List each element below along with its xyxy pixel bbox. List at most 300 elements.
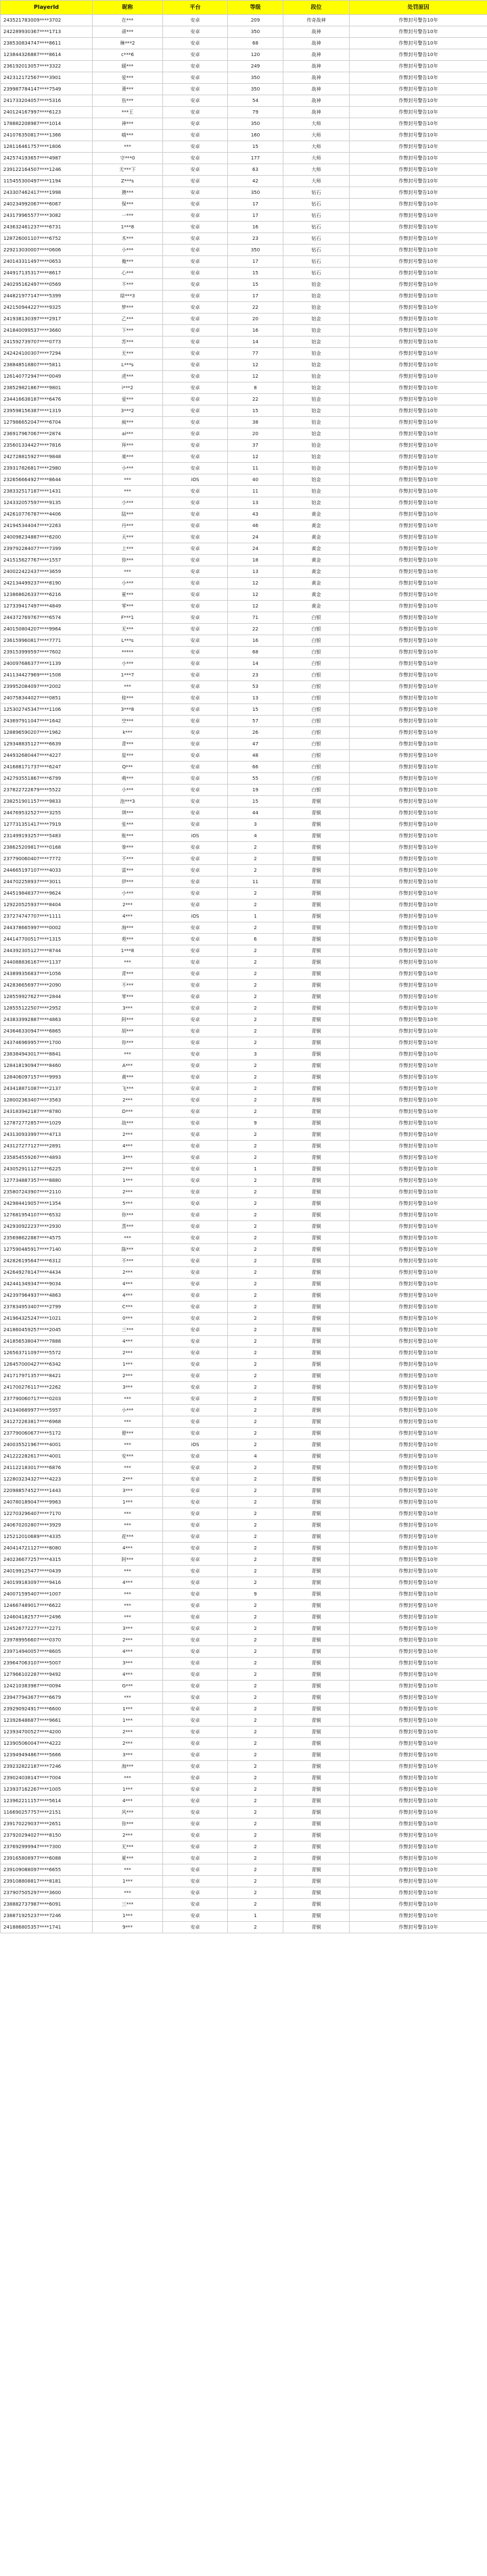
cell-player-id: 126457000427****6342 (1, 1359, 93, 1370)
cell-nickname: 阿*** (93, 1014, 163, 1026)
cell-platform: 安卓 (163, 1841, 228, 1853)
cell-level: 2 (228, 1267, 283, 1279)
header-row (1, 1, 487, 15)
cell-level: 2 (228, 1244, 283, 1256)
cell-player-id: 244917135317****8617 (1, 268, 93, 279)
cell-player-id: 124526772277****2271 (1, 1623, 93, 1635)
cell-rank: 大师 (283, 164, 350, 176)
cell-platform: 安卓 (163, 842, 228, 853)
cell-rank: 铂金 (283, 348, 350, 360)
cell-penalty-reason: 作弊封号警告10年 (350, 1807, 487, 1818)
cell-platform: 安卓 (163, 486, 228, 497)
table-row (1, 842, 487, 853)
cell-nickname: 1***8 (93, 945, 163, 957)
cell-player-id: 239952084097****2002 (1, 681, 93, 693)
cell-rank: 白银 (283, 624, 350, 635)
cell-penalty-reason: 作弊封号警告10年 (350, 1738, 487, 1750)
table-row (1, 1049, 487, 1060)
cell-player-id: 240199183097****9416 (1, 1577, 93, 1589)
cell-level: 43 (228, 509, 283, 520)
cell-platform: 安卓 (163, 1382, 228, 1393)
cell-penalty-reason: 作弊封号警告10年 (350, 1830, 487, 1841)
table-row (1, 1508, 487, 1520)
cell-level: 2 (228, 1600, 283, 1612)
cell-penalty-reason: 作弊封号警告10年 (350, 1922, 487, 1933)
cell-level: 2 (228, 1233, 283, 1244)
table-row (1, 474, 487, 486)
cell-nickname: 木*** (93, 233, 163, 245)
table-row (1, 1635, 487, 1646)
cell-penalty-reason: 作弊封号警告10年 (350, 750, 487, 762)
cell-level: 77 (228, 348, 283, 360)
cell-level: 2 (228, 1715, 283, 1727)
cell-level: 8 (228, 382, 283, 394)
cell-penalty-reason: 作弊封号警告10年 (350, 61, 487, 72)
cell-rank: 大师 (283, 130, 350, 141)
cell-rank: 青铜 (283, 1302, 350, 1313)
cell-player-id: 244519848377****9624 (1, 888, 93, 899)
cell-platform: 安卓 (163, 428, 228, 440)
cell-nickname: 桂*** (93, 693, 163, 704)
cell-platform: 安卓 (163, 1095, 228, 1106)
cell-nickname: 一*** (93, 210, 163, 222)
cell-level: 17 (228, 210, 283, 222)
cell-nickname: *** (93, 1612, 163, 1623)
cell-penalty-reason: 作弊封号警告10年 (350, 1106, 487, 1118)
cell-nickname: 4*** (93, 1279, 163, 1290)
cell-nickname: 不*** (93, 980, 163, 991)
cell-penalty-reason: 作弊封号警告10年 (350, 1129, 487, 1141)
cell-rank: 青铜 (283, 1876, 350, 1887)
cell-level: 1 (228, 911, 283, 922)
cell-level: 12 (228, 578, 283, 589)
cell-nickname: 上*** (93, 543, 163, 555)
cell-platform: 安卓 (163, 141, 228, 153)
cell-platform: 安卓 (163, 61, 228, 72)
cell-penalty-reason: 作弊封号警告10年 (350, 1531, 487, 1543)
cell-rank: 青铜 (283, 1095, 350, 1106)
table-row (1, 1462, 487, 1474)
cell-platform: 安卓 (163, 1152, 228, 1164)
cell-platform: 安卓 (163, 337, 228, 348)
cell-rank: 白银 (283, 635, 350, 647)
cell-player-id: 241272263817****6968 (1, 1416, 93, 1428)
table-row (1, 658, 487, 670)
cell-nickname: ***王 (93, 107, 163, 118)
cell-level: 37 (228, 440, 283, 451)
cell-level: 71 (228, 612, 283, 624)
cell-player-id: 237790060407****7772 (1, 853, 93, 865)
cell-penalty-reason: 作弊封号警告10年 (350, 1060, 487, 1072)
cell-nickname: 安*** (93, 1451, 163, 1462)
cell-level: 2 (228, 1393, 283, 1405)
cell-penalty-reason: 作弊封号警告10年 (350, 980, 487, 991)
cell-rank: 青铜 (283, 1600, 350, 1612)
cell-level: 350 (228, 245, 283, 256)
cell-platform: 安卓 (163, 980, 228, 991)
cell-rank: 黄金 (283, 555, 350, 566)
cell-penalty-reason: 作弊封号警告10年 (350, 1727, 487, 1738)
cell-rank: 战神 (283, 38, 350, 49)
cell-player-id: 243052911127****6225 (1, 1164, 93, 1175)
cell-platform: 安卓 (163, 1531, 228, 1543)
cell-rank: 铂金 (283, 451, 350, 463)
table-row (1, 1256, 487, 1267)
cell-nickname: 4*** (93, 911, 163, 922)
cell-nickname: G*** (93, 1681, 163, 1692)
cell-level: 12 (228, 589, 283, 601)
cell-player-id: 127734887357****8880 (1, 1175, 93, 1187)
cell-player-id: 127590485917****7140 (1, 1244, 93, 1256)
cell-nickname: *** (93, 1520, 163, 1531)
cell-player-id: 239122164507****1246 (1, 164, 93, 176)
cell-level: 23 (228, 670, 283, 681)
cell-penalty-reason: 作弊封号警告10年 (350, 1210, 487, 1221)
cell-nickname: 1***8 (93, 222, 163, 233)
cell-platform: 安卓 (163, 945, 228, 957)
cell-platform: 安卓 (163, 934, 228, 945)
cell-level: 2 (228, 1727, 283, 1738)
cell-nickname: 拳*** (93, 842, 163, 853)
cell-platform: 安卓 (163, 647, 228, 658)
cell-rank: 青铜 (283, 842, 350, 853)
cell-nickname: 花*** (93, 1531, 163, 1543)
cell-player-id: 123926486877****9661 (1, 1715, 93, 1727)
cell-rank: 青铜 (283, 1129, 350, 1141)
cell-penalty-reason: 作弊封号警告10年 (350, 704, 487, 716)
table-row (1, 279, 487, 291)
cell-nickname: 5*** (93, 1198, 163, 1210)
cell-platform: 安卓 (163, 1462, 228, 1474)
cell-penalty-reason: 作弊封号警告10年 (350, 1164, 487, 1175)
cell-nickname: 张*** (93, 819, 163, 831)
table-row (1, 578, 487, 589)
table-row (1, 268, 487, 279)
cell-nickname: 琪*** (93, 808, 163, 819)
cell-nickname: 拜*** (93, 440, 163, 451)
cell-player-id: 123949494867****5666 (1, 1750, 93, 1761)
cell-nickname: *** (93, 1049, 163, 1060)
table-row (1, 1416, 487, 1428)
cell-rank: 青铜 (283, 1279, 350, 1290)
cell-level: 68 (228, 38, 283, 49)
table-row (1, 72, 487, 84)
cell-level: 2 (228, 1646, 283, 1658)
cell-platform: 安卓 (163, 1393, 228, 1405)
cell-level: 47 (228, 739, 283, 750)
cell-nickname: 你*** (93, 1818, 163, 1830)
cell-level: 2 (228, 1347, 283, 1359)
cell-platform: 安卓 (163, 1221, 228, 1233)
cell-platform: 安卓 (163, 853, 228, 865)
table-row (1, 1221, 487, 1233)
cell-penalty-reason: 作弊封号警告10年 (350, 15, 487, 26)
cell-nickname: 3***2 (93, 405, 163, 417)
cell-platform: 安卓 (163, 314, 228, 325)
table-row (1, 1658, 487, 1669)
cell-rank: 青铜 (283, 1795, 350, 1807)
cell-nickname: 3*** (93, 1623, 163, 1635)
cell-player-id: 241122183017****6876 (1, 1462, 93, 1474)
cell-player-id: 244147700517****1315 (1, 934, 93, 945)
cell-rank: 青铜 (283, 1761, 350, 1773)
cell-level: 2 (228, 1773, 283, 1784)
cell-platform: 安卓 (163, 1302, 228, 1313)
cell-rank: 战神 (283, 49, 350, 61)
table-row (1, 819, 487, 831)
table-row (1, 1589, 487, 1600)
cell-penalty-reason: 作弊封号警告10年 (350, 957, 487, 968)
cell-level: 2 (228, 1899, 283, 1910)
cell-nickname: *** (93, 1887, 163, 1899)
cell-nickname: 3*** (93, 1750, 163, 1761)
cell-level: 2 (228, 1543, 283, 1554)
cell-player-id: 235854559267****4893 (1, 1152, 93, 1164)
cell-rank: 青铜 (283, 957, 350, 968)
cell-nickname: 4*** (93, 1795, 163, 1807)
cell-nickname: 神*** (93, 118, 163, 130)
cell-player-id: 127339417497****4849 (1, 601, 93, 612)
cell-rank: 青铜 (283, 911, 350, 922)
cell-nickname: 伤*** (93, 95, 163, 107)
cell-level: 63 (228, 164, 283, 176)
cell-rank: 铂金 (283, 279, 350, 291)
cell-platform: 安卓 (163, 1279, 228, 1290)
cell-nickname: 不*** (93, 1256, 163, 1267)
cell-nickname: 3*** (93, 1485, 163, 1497)
cell-rank: 青铜 (283, 1864, 350, 1876)
cell-platform: 安卓 (163, 704, 228, 716)
cell-platform: 安卓 (163, 1347, 228, 1359)
cell-platform: 安卓 (163, 555, 228, 566)
cell-rank: 青铜 (283, 1681, 350, 1692)
cell-rank: 青铜 (283, 1899, 350, 1910)
cell-penalty-reason: 作弊封号警告10年 (350, 302, 487, 314)
cell-nickname: 便*** (93, 1428, 163, 1439)
cell-penalty-reason: 作弊封号警告10年 (350, 1347, 487, 1359)
cell-penalty-reason: 作弊封号警告10年 (350, 1462, 487, 1474)
cell-level: 2 (228, 1738, 283, 1750)
table-row (1, 302, 487, 314)
table-row (1, 1554, 487, 1566)
cell-level: 2 (228, 1439, 283, 1451)
cell-rank: 青铜 (283, 1841, 350, 1853)
cell-nickname: 无*** (93, 348, 163, 360)
cell-penalty-reason: 作弊封号警告10年 (350, 84, 487, 95)
cell-level: 16 (228, 635, 283, 647)
cell-player-id: 236159960817****7771 (1, 635, 93, 647)
cell-platform: 安卓 (163, 670, 228, 681)
cell-level: 17 (228, 199, 283, 210)
cell-penalty-reason: 作弊封号警告10年 (350, 1658, 487, 1669)
cell-penalty-reason: 作弊封号警告10年 (350, 49, 487, 61)
cell-player-id: 241700276117****2262 (1, 1382, 93, 1393)
cell-platform: 安卓 (163, 1520, 228, 1531)
cell-level: 24 (228, 543, 283, 555)
cell-penalty-reason: 作弊封号警告10年 (350, 612, 487, 624)
table-row (1, 1060, 487, 1072)
cell-rank: 铂金 (283, 463, 350, 474)
cell-platform: 安卓 (163, 1658, 228, 1669)
table-row (1, 417, 487, 428)
cell-player-id: 238530834747****8611 (1, 38, 93, 49)
cell-rank: 白银 (283, 773, 350, 785)
cell-platform: 安卓 (163, 1612, 228, 1623)
table-row (1, 84, 487, 95)
cell-rank: 铂金 (283, 337, 350, 348)
cell-penalty-reason: 作弊封号警告10年 (350, 831, 487, 842)
header-penalty-reason: 处罚原因 (350, 1, 487, 15)
cell-nickname: 1*** (93, 1784, 163, 1795)
cell-rank: 青铜 (283, 1485, 350, 1497)
cell-player-id: 127681954107****6532 (1, 1210, 93, 1221)
table-row (1, 888, 487, 899)
cell-level: 11 (228, 463, 283, 474)
cell-rank: 青铜 (283, 1704, 350, 1715)
cell-level: 2 (228, 1508, 283, 1520)
cell-penalty-reason: 作弊封号警告10年 (350, 1233, 487, 1244)
cell-platform: 安卓 (163, 38, 228, 49)
cell-nickname: 乙*** (93, 314, 163, 325)
cell-level: 2 (228, 1416, 283, 1428)
cell-platform: 安卓 (163, 95, 228, 107)
table-row (1, 1244, 487, 1256)
table-row (1, 1313, 487, 1324)
cell-platform: 安卓 (163, 727, 228, 739)
cell-player-id: 242289930367****1713 (1, 26, 93, 38)
cell-player-id: 128002363407****3563 (1, 1095, 93, 1106)
cell-rank: 青铜 (283, 968, 350, 980)
cell-platform: 安卓 (163, 1072, 228, 1083)
cell-platform: 安卓 (163, 1267, 228, 1279)
table-row (1, 107, 487, 118)
cell-rank: 青铜 (283, 1922, 350, 1933)
cell-penalty-reason: 作弊封号警告10年 (350, 1049, 487, 1060)
cell-penalty-reason: 作弊封号警告10年 (350, 1784, 487, 1795)
cell-level: 350 (228, 84, 283, 95)
cell-rank: 青铜 (283, 1497, 350, 1508)
cell-nickname: 天*** (93, 532, 163, 543)
table-row (1, 853, 487, 865)
cell-penalty-reason: 作弊封号警告10年 (350, 773, 487, 785)
cell-rank: 青铜 (283, 991, 350, 1003)
cell-penalty-reason: 作弊封号警告10年 (350, 911, 487, 922)
cell-penalty-reason: 作弊封号警告10年 (350, 95, 487, 107)
cell-platform: 安卓 (163, 497, 228, 509)
cell-platform: 安卓 (163, 693, 228, 704)
cell-nickname: 琳***2 (93, 38, 163, 49)
table-row (1, 486, 487, 497)
table-row (1, 1290, 487, 1302)
cell-level: 2 (228, 1554, 283, 1566)
cell-nickname: 星*** (93, 750, 163, 762)
cell-penalty-reason: 作弊封号警告10年 (350, 1543, 487, 1554)
cell-rank: 白银 (283, 716, 350, 727)
cell-rank: 铂金 (283, 314, 350, 325)
cell-level: 48 (228, 750, 283, 762)
table-row (1, 1600, 487, 1612)
cell-player-id: 244392305127****8744 (1, 945, 93, 957)
cell-nickname: 海*** (93, 922, 163, 934)
table-row (1, 1795, 487, 1807)
cell-rank: 青铜 (283, 922, 350, 934)
cell-level: 13 (228, 693, 283, 704)
cell-nickname: *** (93, 1439, 163, 1451)
cell-nickname: *** (93, 1566, 163, 1577)
cell-platform: 安卓 (163, 1003, 228, 1014)
cell-level: 2 (228, 1026, 283, 1037)
cell-nickname: 守***0 (93, 153, 163, 164)
cell-nickname: 胡*** (93, 1026, 163, 1037)
cell-platform: 安卓 (163, 360, 228, 371)
table-row (1, 1715, 487, 1727)
cell-level: 2 (228, 1704, 283, 1715)
table-row (1, 187, 487, 199)
cell-player-id: 241860459257****2045 (1, 1324, 93, 1336)
cell-penalty-reason: 作弊封号警告10年 (350, 670, 487, 681)
cell-nickname: 苏*** (93, 337, 163, 348)
cell-nickname: ai*** (93, 428, 163, 440)
cell-level: 2 (228, 1141, 283, 1152)
cell-nickname: 9*** (93, 1922, 163, 1933)
cell-platform: 安卓 (163, 1014, 228, 1026)
cell-player-id: 239477943677****6679 (1, 1692, 93, 1704)
cell-rank: 白银 (283, 681, 350, 693)
cell-penalty-reason: 作弊封号警告10年 (350, 463, 487, 474)
cell-level: 120 (228, 49, 283, 61)
table-row (1, 440, 487, 451)
cell-platform: 安卓 (163, 1416, 228, 1428)
cell-platform: 安卓 (163, 1118, 228, 1129)
cell-player-id: 236192013057****3322 (1, 61, 93, 72)
table-row (1, 15, 487, 26)
table-row (1, 1164, 487, 1175)
cell-penalty-reason: 作弊封号警告10年 (350, 968, 487, 980)
cell-level: 3 (228, 819, 283, 831)
cell-nickname: 3*** (93, 1382, 163, 1393)
cell-player-id: 236917967067****2874 (1, 428, 93, 440)
cell-nickname: *** (93, 1600, 163, 1612)
cell-level: 11 (228, 486, 283, 497)
cell-platform: 安卓 (163, 187, 228, 199)
cell-penalty-reason: 作弊封号警告10年 (350, 1279, 487, 1290)
cell-player-id: 240071595407****1007 (1, 1589, 93, 1600)
cell-rank: 铂金 (283, 371, 350, 382)
cell-player-id: 240022422437****3659 (1, 566, 93, 578)
cell-level: 2 (228, 991, 283, 1003)
cell-rank: 青铜 (283, 1612, 350, 1623)
cell-penalty-reason: 作弊封号警告10年 (350, 1646, 487, 1658)
cell-penalty-reason: 作弊封号警告10年 (350, 1095, 487, 1106)
cell-player-id: 129348835127****6639 (1, 739, 93, 750)
cell-player-id: 237822722679****5522 (1, 785, 93, 796)
cell-rank: 战神 (283, 95, 350, 107)
cell-player-id: 242424100307****7294 (1, 348, 93, 360)
cell-penalty-reason: 作弊封号警告10年 (350, 405, 487, 417)
cell-platform: 安卓 (163, 1623, 228, 1635)
cell-penalty-reason: 作弊封号警告10年 (350, 819, 487, 831)
cell-penalty-reason: 作弊封号警告10年 (350, 1256, 487, 1267)
cell-player-id: 242984419057****1354 (1, 1198, 93, 1210)
cell-nickname: Q*** (93, 762, 163, 773)
cell-platform: 安卓 (163, 578, 228, 589)
cell-rank: 白银 (283, 693, 350, 704)
cell-platform: 安卓 (163, 750, 228, 762)
cell-level: 2 (228, 1853, 283, 1864)
cell-level: 26 (228, 727, 283, 739)
cell-nickname: 1*** (93, 1175, 163, 1187)
cell-rank: 黄金 (283, 509, 350, 520)
